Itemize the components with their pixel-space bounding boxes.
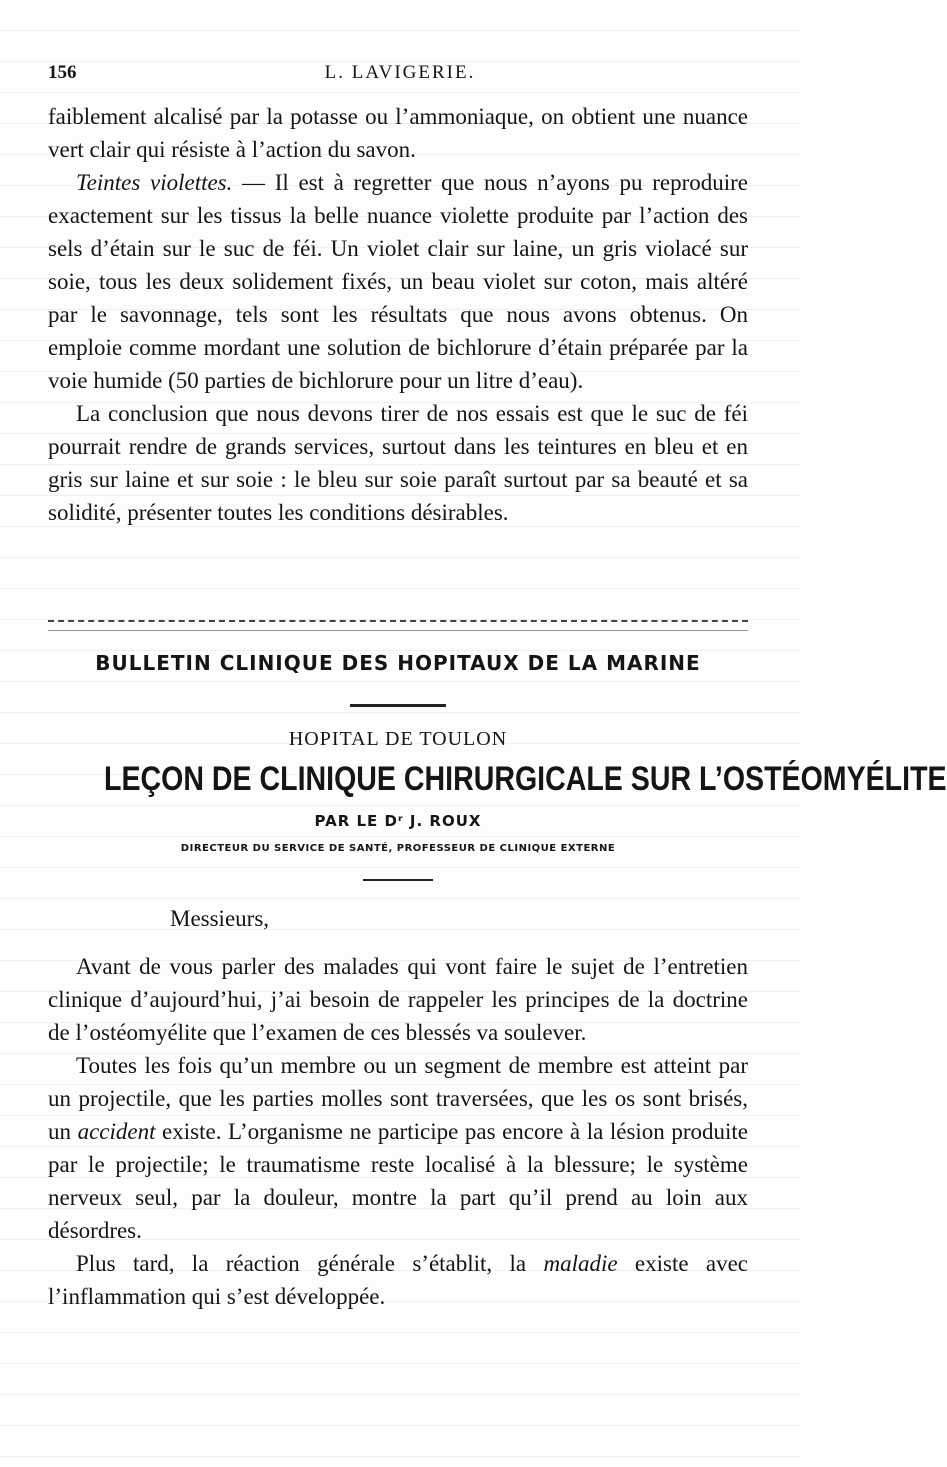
hospital-heading: HOPITAL DE TOULON <box>288 728 508 750</box>
text-run: existe avec l’inflammation qui s’est développée. <box>48 1251 748 1309</box>
paragraph-intro: Avant de vous parler des malades qui vont faire le sujet de l’entretien clinique d’aujourd’hui, j’ai besoin de rappeler les principes de la doctrine de l’ostéomyélite que l’examen de ces blessés va soulever. <box>48 954 748 1045</box>
running-title: L. LAVIGERIE. <box>324 62 476 83</box>
heading-rule-small <box>363 879 433 881</box>
salutation: Messieurs, <box>170 906 270 931</box>
emphasis-maladie: maladie <box>543 1251 618 1276</box>
running-header <box>48 62 752 92</box>
text-run: Plus tard, la réaction générale s’établit, la <box>76 1251 544 1276</box>
section-divider-dashed <box>48 620 748 622</box>
lecture-body <box>48 950 748 1313</box>
author-role: DIRECTEUR DU SERVICE DE SANTÉ, PROFESSEUR DE CLINIQUE EXTERNE <box>180 843 616 854</box>
section-continuation <box>48 100 748 529</box>
lecture-title: LEÇON DE CLINIQUE CHIRURGICALE SUR L’OSTÉOMYÉLITE <box>104 760 947 798</box>
page-number: 156 <box>48 62 77 83</box>
heading-rule <box>350 704 446 707</box>
paragraph-maladie <box>48 1247 748 1313</box>
emphasis-accident: accident <box>77 1119 156 1144</box>
section-divider <box>48 630 748 631</box>
paragraph-lead: Teintes violettes. <box>76 170 233 195</box>
text-run: existe. L’organisme ne participe pas encore à la lésion produite par le projectile; le traumatisme reste localisé à la blessure; le système nerveux seul, par la douleur, montre la part qu’il prend au loin aux désordres. <box>48 1119 749 1243</box>
author-line: PAR LE Dʳ J. ROUX <box>314 812 482 830</box>
paragraph-conclusion: La conclusion que nous devons tirer de nos essais est que le suc de féi pourrait rendre de grands services, surtout dans les teintures en bleu et en gris sur laine et sur soie : le bleu sur soie paraît surtout par sa beauté et sa solidité, présenter toutes les conditions désirables. <box>48 401 748 525</box>
paragraph-accident <box>48 1049 748 1247</box>
paragraph-body: — Il est à regretter que nous n’ayons pu reproduire exactement sur les tissus la belle nuance violette produite par l’action des sels d’étain sur le suc de féi. Un violet clair sur laine, un gris violacé sur soie, tous les deux solidement fixés, un beau violet sur coton, mais altéré par le savonnage, tels sont les résultats que nous avons obtenus. On emploie comme mordant une solution de bichlorure d’étain préparée par la voie humide (50 parties de bichlorure pour un litre d’eau). <box>48 170 749 393</box>
paragraph-teintes-violettes <box>48 166 748 397</box>
text-run: Toutes les fois qu’un membre ou un segment de membre est atteint par un projectile, que les parties molles sont traversées, que les os sont brisés, un <box>48 1053 748 1144</box>
bulletin-heading: BULLETIN CLINIQUE DES HOPITAUX DE LA MARINE <box>95 651 701 675</box>
paragraph-continued: faiblement alcalisé par la potasse ou l’ammoniaque, on obtient une nuance vert clair qui résiste à l’action du savon. <box>48 104 748 162</box>
